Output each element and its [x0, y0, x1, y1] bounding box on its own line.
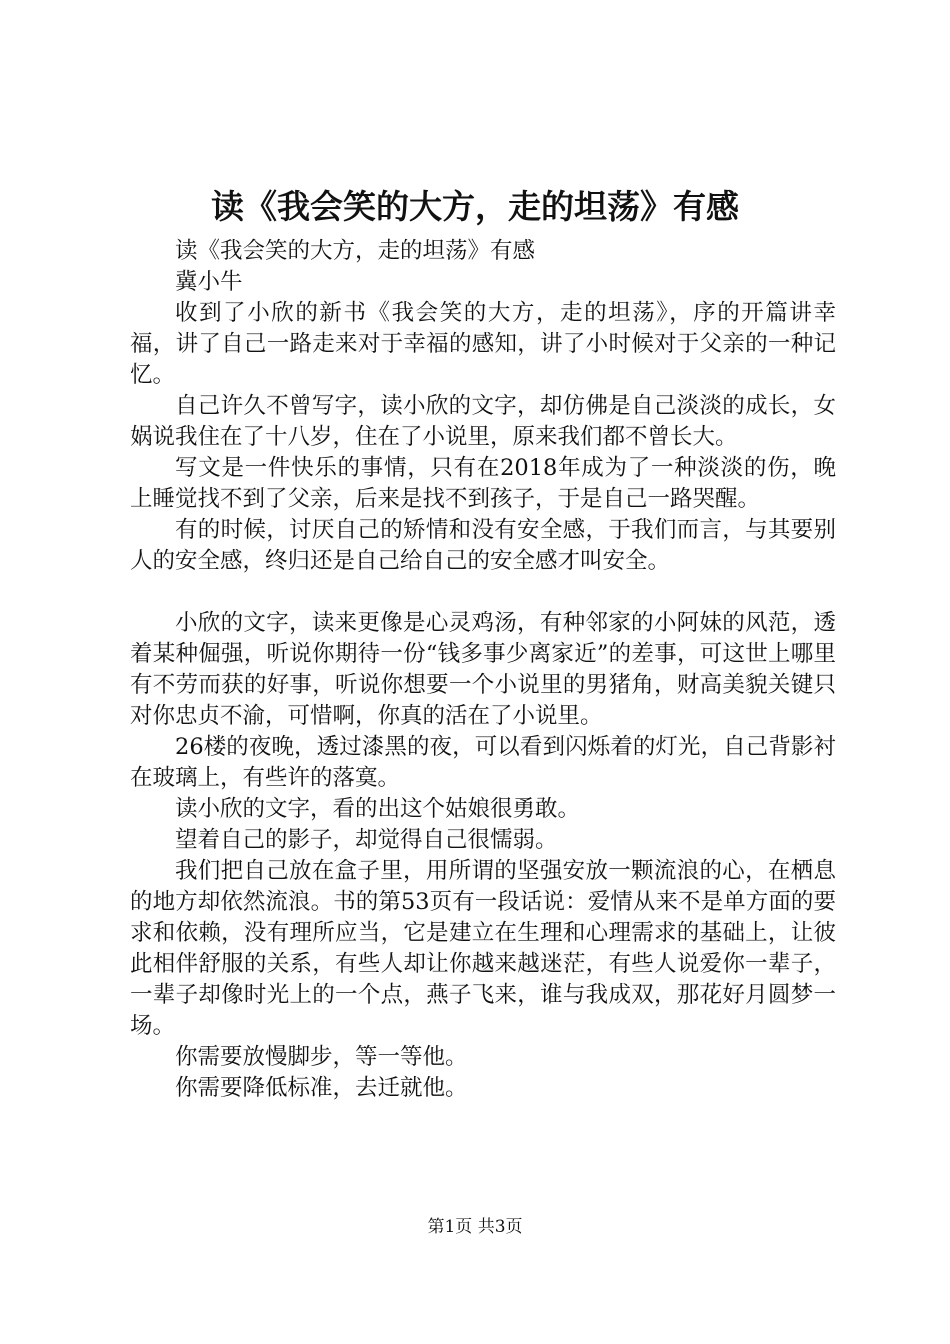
page-footer: 第1页 共3页: [427, 1217, 523, 1237]
paragraph: 你需要放慢脚步，等一等他。: [175, 1044, 468, 1070]
paragraph: 你需要降低标准，去迁就他。: [175, 1075, 468, 1101]
paragraph: 读小欣的文字，看的出这个姑娘很勇敢。: [175, 796, 581, 822]
paragraph-subtitle: 读《我会笑的大方，走的坦荡》有感: [175, 238, 536, 264]
document-body: [130, 236, 836, 1104]
paragraph: 有的时候，讨厌自己的矫情和没有安全感，于我们而言，与其要别人的安全感，终归还是自己给自己的安全感才叫安全。: [130, 517, 836, 574]
paragraph: 望着自己的影子，却觉得自己很懦弱。: [175, 827, 558, 853]
paragraph-author: 冀小牛: [175, 269, 243, 295]
document-title: 读《我会笑的大方，走的坦荡》有感: [211, 187, 739, 226]
paragraph: 小欣的文字，读来更像是心灵鸡汤，有种邻家的小阿妹的风范，透着某种倔强，听说你期待一份“钱多事少离家近”的差事，可这世上哪里有不劳而获的好事，听说你想要一个小说里的男猪角，财高美貌关键只对你忠贞不渝，可惜啊，你真的活在了小说里。: [130, 610, 836, 729]
paragraph: 写文是一件快乐的事情，只有在2018年成为了一种淡淡的伤，晚上睡觉找不到了父亲，后来是找不到孩子，于是自己一路哭醒。: [130, 455, 836, 512]
paragraph: 我们把自己放在盒子里，用所谓的坚强安放一颗流浪的心，在栖息的地方却依然流浪。书的第53页有一段话说：爱情从来不是单方面的要求和依赖，没有理所应当，它是建立在生理和心理需求的基础上，让彼此相伴舒服的关系，有些人却让你越来越迷茫，有些人说爱你一辈子，一辈子却像时光上的一个点，燕子飞来，谁与我成双，那花好月圆梦一场。: [130, 858, 836, 1039]
paragraph: 自己许久不曾写字，读小欣的文字，却仿佛是自己淡淡的成长，女娲说我住在了十八岁，住在了小说里，原来我们都不曾长大。: [130, 393, 836, 450]
paragraph: 收到了小欣的新书《我会笑的大方，走的坦荡》，序的开篇讲幸福，讲了自己一路走来对于幸福的感知，讲了小时候对于父亲的一种记忆。: [130, 300, 836, 388]
paragraph: 26楼的夜晚，透过漆黑的夜，可以看到闪烁着的灯光，自己背影衬在玻璃上，有些许的落寞。: [130, 734, 836, 791]
